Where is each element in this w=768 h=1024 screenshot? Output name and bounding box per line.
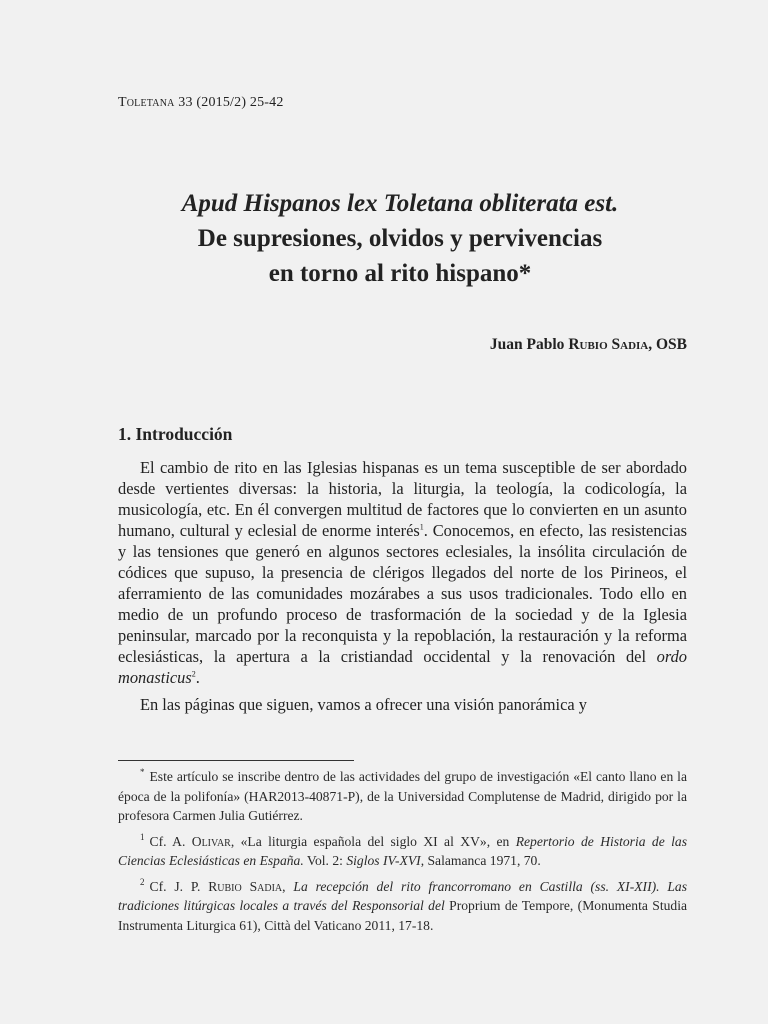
footnote-1-text-b: , «La liturgia española del siglo XI al XV», en: [230, 833, 516, 849]
paragraph-2: En las páginas que siguen, vamos a ofrecer una visión panorámica y: [140, 695, 587, 714]
paragraph-1-end: .: [195, 668, 200, 687]
footnote-1-text-d: , Salamanca 1971, 70.: [420, 853, 541, 868]
title-line-2: De supresiones, olvidos y pervivencias: [197, 225, 603, 252]
paragraph-1: [118, 457, 687, 688]
paragraph-1-text-a: El cambio de rito en las Iglesias hispanas es un tema susceptible de ser abordado desde vertientes diversas: la historia, la liturgia, la teología, la codicología, la musicología, etc. En él convergen multitud de factores que lo convierten en un asunto humano, cultural y eclesial de enorme interés: [118, 458, 687, 540]
section-heading: 1. Introducción: [118, 424, 233, 444]
author-given-name: Juan Pablo: [489, 336, 565, 353]
footnote-1-volume: Siglos IV-XVI: [346, 853, 421, 868]
author-suffix: , OSB: [648, 336, 687, 353]
footnote-1: [118, 832, 687, 871]
footnote-star-text: Este artículo se inscribe dentro de las actividades del grupo de investigación «El canto llano en la época de la polifonía» (HAR2013-40871-P), de la Universidad Complutense de Madrid, dirigido por la profesora Carmen Julia Gutiérrez.: [118, 769, 687, 823]
title-line-latin: Apud Hispanos lex Toletana obliterata est.: [181, 190, 619, 217]
footnote-2-author: Rubio Sadia: [208, 878, 283, 894]
footnote-1-text-c: Vol. 2:: [303, 853, 347, 868]
footnote-2-text-c: Proprium de Tempore, (Monumenta Studia Instrumenta Liturgica 61), Città del Vaticano 2011, 17-18.: [118, 898, 687, 933]
running-head: [118, 95, 284, 111]
footnote-2-text-a: Cf. J. P.: [149, 878, 209, 894]
author-surname: Rubio Sadia: [568, 336, 649, 353]
footnote-divider: [118, 760, 354, 761]
footnote-ref-2[interactable]: 2: [191, 669, 196, 679]
footnote-1-mark: 1: [140, 831, 145, 842]
footnote-2-title: La recepción del rito francorromano en Castilla (ss. XI-XII). Las tradiciones litúrgicas locales a través del Responsorial del: [118, 878, 688, 913]
footnote-1-title: Repertorio de Historia de las Ciencias Eclesiásticas en España.: [118, 833, 687, 868]
journal-issue: 33 (2015/2) 25-42: [178, 95, 284, 110]
footnote-1-author: Olivar: [191, 833, 231, 849]
footnote-2-mark: 2: [140, 876, 145, 887]
ordo-monasticus-term: ordo monasticus: [118, 647, 687, 687]
footnote-ref-1[interactable]: 1: [419, 522, 424, 532]
footnote-2-text-b: ,: [282, 878, 294, 894]
author-byline: [490, 336, 687, 354]
body-text: [118, 457, 687, 715]
journal-name: Toletana: [118, 95, 175, 110]
paragraph-1-text-b: . Conocemos, en efecto, las resistencias y las tensiones que generó en algunos sectores eclesiales, la insólita circulación de códices que supuso, la presencia de clérigos llegados del norte de los Pirineos, el aferramiento de las comunidades mozárabes a sus usos tradicionales. Todo ello en medio de un profundo proceso de trasformación de la sociedad y de la Iglesia peninsular, marcado por la reconquista y la repoblación, la restauración y la reforma eclesiásticas, la apertura a la cristiandad occidental y la renovación del: [118, 521, 687, 666]
footnote-star: [118, 767, 687, 826]
title-line-3: en torno al rito hispano*: [268, 260, 532, 287]
footnotes: [118, 767, 687, 935]
footnote-1-text-a: Cf. A.: [149, 833, 192, 849]
article-title: [80, 186, 720, 291]
footnote-star-mark: *: [140, 767, 145, 778]
footnote-2: [118, 877, 687, 936]
